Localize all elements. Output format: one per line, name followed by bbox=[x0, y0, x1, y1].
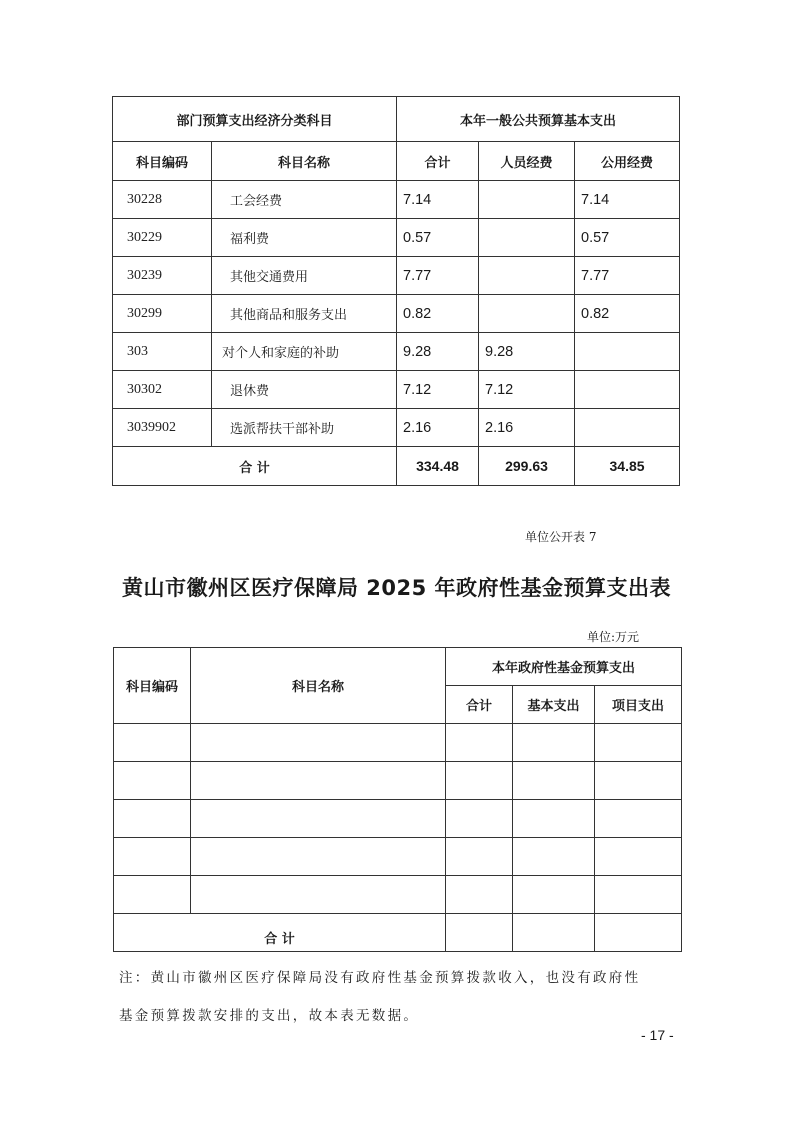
cell-name: 退休费 bbox=[212, 371, 397, 409]
cell-name: 选派帮扶干部补助 bbox=[212, 409, 397, 447]
cell-project bbox=[595, 762, 682, 800]
cell-public: 7.14 bbox=[575, 181, 680, 219]
header-government-fund: 本年政府性基金预算支出 bbox=[446, 648, 682, 686]
col-header-name: 科目名称 bbox=[191, 648, 446, 724]
total-sum bbox=[446, 914, 513, 952]
cell-name: 福利费 bbox=[212, 219, 397, 257]
basic-expenditure-table bbox=[112, 96, 680, 486]
cell-code bbox=[114, 838, 191, 876]
government-fund-table bbox=[113, 647, 682, 952]
col-header-total: 合计 bbox=[397, 142, 479, 181]
cell-personnel bbox=[479, 219, 575, 257]
table-row bbox=[113, 371, 680, 409]
cell-code: 30302 bbox=[113, 371, 212, 409]
cell-public: 0.82 bbox=[575, 295, 680, 333]
col-header-basic: 基本支出 bbox=[513, 686, 595, 724]
unit-label: 单位:万元 bbox=[587, 630, 640, 644]
cell-code bbox=[114, 724, 191, 762]
cell-name: 其他商品和服务支出 bbox=[212, 295, 397, 333]
table-row bbox=[114, 724, 682, 762]
cell-name bbox=[191, 724, 446, 762]
total-label: 合 计 bbox=[113, 447, 397, 486]
cell-project bbox=[595, 724, 682, 762]
cell-project bbox=[595, 800, 682, 838]
cell-personnel: 7.12 bbox=[479, 371, 575, 409]
cell-total: 0.57 bbox=[397, 219, 479, 257]
cell-total: 7.14 bbox=[397, 181, 479, 219]
cell-personnel bbox=[479, 257, 575, 295]
total-row bbox=[113, 447, 680, 486]
table-row bbox=[113, 257, 680, 295]
table-row bbox=[113, 181, 680, 219]
cell-name bbox=[191, 762, 446, 800]
cell-basic bbox=[513, 838, 595, 876]
cell-code: 30228 bbox=[113, 181, 212, 219]
table-row bbox=[114, 800, 682, 838]
cell-code bbox=[114, 800, 191, 838]
cell-basic bbox=[513, 762, 595, 800]
table-row bbox=[114, 762, 682, 800]
col-header-code: 科目编码 bbox=[113, 142, 212, 181]
cell-basic bbox=[513, 876, 595, 914]
cell-total: 9.28 bbox=[397, 333, 479, 371]
cell-total bbox=[446, 838, 513, 876]
note-line-1: 注：黄山市徽州区医疗保障局没有政府性基金预算拨款收入，也没有政府性 bbox=[119, 970, 641, 986]
table-row bbox=[114, 838, 682, 876]
page-number: - 17 - bbox=[641, 1027, 674, 1043]
cell-total bbox=[446, 876, 513, 914]
cell-code bbox=[114, 876, 191, 914]
header-economic-classification: 部门预算支出经济分类科目 bbox=[113, 97, 397, 142]
cell-code: 30229 bbox=[113, 219, 212, 257]
table-row bbox=[113, 295, 680, 333]
total-label: 合 计 bbox=[114, 914, 446, 952]
cell-basic bbox=[513, 724, 595, 762]
col-header-name: 科目名称 bbox=[212, 142, 397, 181]
total-personnel: 299.63 bbox=[479, 447, 575, 486]
cell-name bbox=[191, 876, 446, 914]
table-row bbox=[113, 333, 680, 371]
cell-total: 0.82 bbox=[397, 295, 479, 333]
total-row bbox=[114, 914, 682, 952]
col-header-project: 项目支出 bbox=[595, 686, 682, 724]
cell-code: 30239 bbox=[113, 257, 212, 295]
cell-personnel: 2.16 bbox=[479, 409, 575, 447]
table-row bbox=[113, 219, 680, 257]
cell-public: 7.77 bbox=[575, 257, 680, 295]
total-public: 34.85 bbox=[575, 447, 680, 486]
cell-code bbox=[114, 762, 191, 800]
header-general-public-budget: 本年一般公共预算基本支出 bbox=[397, 97, 680, 142]
cell-code: 3039902 bbox=[113, 409, 212, 447]
col-header-personnel: 人员经费 bbox=[479, 142, 575, 181]
total-sum: 334.48 bbox=[397, 447, 479, 486]
cell-project bbox=[595, 876, 682, 914]
cell-code: 30299 bbox=[113, 295, 212, 333]
cell-name: 工会经费 bbox=[212, 181, 397, 219]
cell-public bbox=[575, 371, 680, 409]
col-header-public: 公用经费 bbox=[575, 142, 680, 181]
cell-name bbox=[191, 800, 446, 838]
cell-personnel bbox=[479, 181, 575, 219]
cell-name: 对个人和家庭的补助 bbox=[212, 333, 397, 371]
cell-public bbox=[575, 333, 680, 371]
table-number: 单位公开表 7 bbox=[525, 530, 597, 544]
cell-public bbox=[575, 409, 680, 447]
table-row bbox=[113, 409, 680, 447]
cell-personnel: 9.28 bbox=[479, 333, 575, 371]
note-line-2: 基金预算拨款安排的支出，故本表无数据。 bbox=[119, 1008, 420, 1024]
cell-name: 其他交通费用 bbox=[212, 257, 397, 295]
cell-basic bbox=[513, 800, 595, 838]
cell-total bbox=[446, 762, 513, 800]
col-header-total: 合计 bbox=[446, 686, 513, 724]
cell-public: 0.57 bbox=[575, 219, 680, 257]
total-basic bbox=[513, 914, 595, 952]
cell-project bbox=[595, 838, 682, 876]
cell-total: 2.16 bbox=[397, 409, 479, 447]
cell-total: 7.77 bbox=[397, 257, 479, 295]
cell-code: 303 bbox=[113, 333, 212, 371]
cell-total: 7.12 bbox=[397, 371, 479, 409]
cell-personnel bbox=[479, 295, 575, 333]
cell-name bbox=[191, 838, 446, 876]
cell-total bbox=[446, 724, 513, 762]
total-project bbox=[595, 914, 682, 952]
page-title: 黄山市徽州区医疗保障局 2025 年政府性基金预算支出表 bbox=[121, 576, 672, 600]
cell-total bbox=[446, 800, 513, 838]
table-row bbox=[114, 876, 682, 914]
col-header-code: 科目编码 bbox=[114, 648, 191, 724]
